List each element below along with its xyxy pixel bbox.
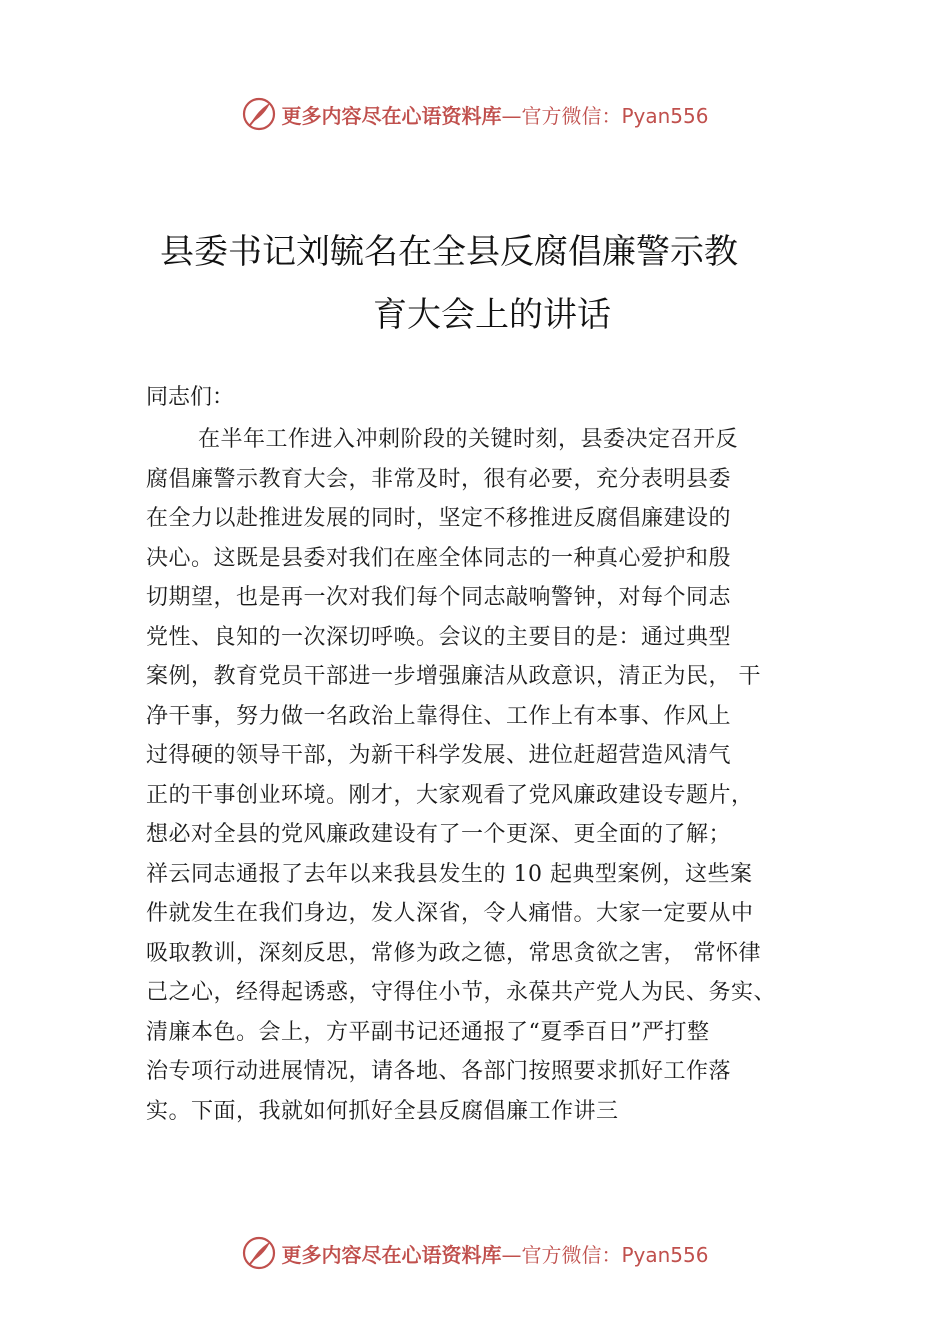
body-line: 正的干事创业环境。刚才，大家观看了党风廉政建设专题片， [146, 782, 754, 808]
watermark-sub-text: —官方微信：Pyan556 [501, 103, 709, 128]
body-line: 实。下面，我就如何抓好全县反腐倡廉工作讲三 [146, 1098, 619, 1124]
watermark-main-text: 更多内容尽在心语资料库 [281, 103, 502, 128]
document-title-line-1: 县委书记刘毓名在全县反腐倡廉警示教 [160, 232, 738, 272]
body-line: 己之心，经得起诱惑，守得住小节，永葆共产党人为民、务实、 [146, 980, 777, 1005]
watermark-main-text: 更多内容尽在心语资料库 [281, 1242, 502, 1267]
body-line: 决心。这既是县委对我们在座全体同志的一种真心爱护和殷 [146, 545, 732, 571]
body-line: 祥云同志通报了去年以来我县发生的 10 起典型案例，这些案 [146, 861, 753, 887]
greeting: 同志们： [146, 385, 235, 410]
quill-pen-logo-icon [241, 96, 277, 132]
body-line: 腐倡廉警示教育大会，非常及时，很有必要，充分表明县委 [146, 466, 732, 492]
header-watermark [0, 94, 950, 134]
watermark-content [241, 1235, 708, 1271]
body-line: 党性、良知的一次深切呼唤。会议的主要目的是：通过典型 [146, 624, 732, 650]
document-title-line-2: 育大会上的讲话 [373, 295, 611, 335]
body-line: 过得硬的领导干部，为新干科学发展、进位赶超营造风清气 [146, 743, 732, 768]
body-line: 治专项行动进展情况，请各地、各部门按照要求抓好工作落 [146, 1059, 732, 1084]
quill-pen-logo-icon [241, 1235, 277, 1271]
footer-watermark [0, 1233, 950, 1273]
body-line: 在全力以赴推进发展的同时，坚定不移推进反腐倡廉建设的 [146, 506, 732, 531]
watermark-content [241, 96, 708, 132]
body-line: 切期望，也是再一次对我们每个同志敲响警钟，对每个同志 [146, 585, 732, 610]
body-line: 件就发生在我们身边，发人深省，令人痛惜。大家一定要从中 [146, 901, 754, 926]
speech-body [146, 420, 826, 1131]
body-line: 净干事，努力做一名政治上靠得住、工作上有本事、作风上 [146, 703, 732, 729]
watermark-sub-text: —官方微信：Pyan556 [501, 1242, 709, 1267]
body-line: 想必对全县的党风廉政建设有了一个更深、更全面的了解； [146, 822, 732, 847]
body-line: 吸取教训，深刻反思，常修为政之德，常思贪欲之害， 常怀律 [146, 940, 761, 966]
body-line: 在半年工作进入冲刺阶段的关键时刻，县委决定召开反 [198, 427, 739, 452]
body-line: 清廉本色。会上，方平副书记还通报了“夏季百日”严打整 [146, 1019, 710, 1045]
body-line: 案例，教育党员干部进一步增强廉洁从政意识，清正为民， 干 [146, 664, 761, 689]
